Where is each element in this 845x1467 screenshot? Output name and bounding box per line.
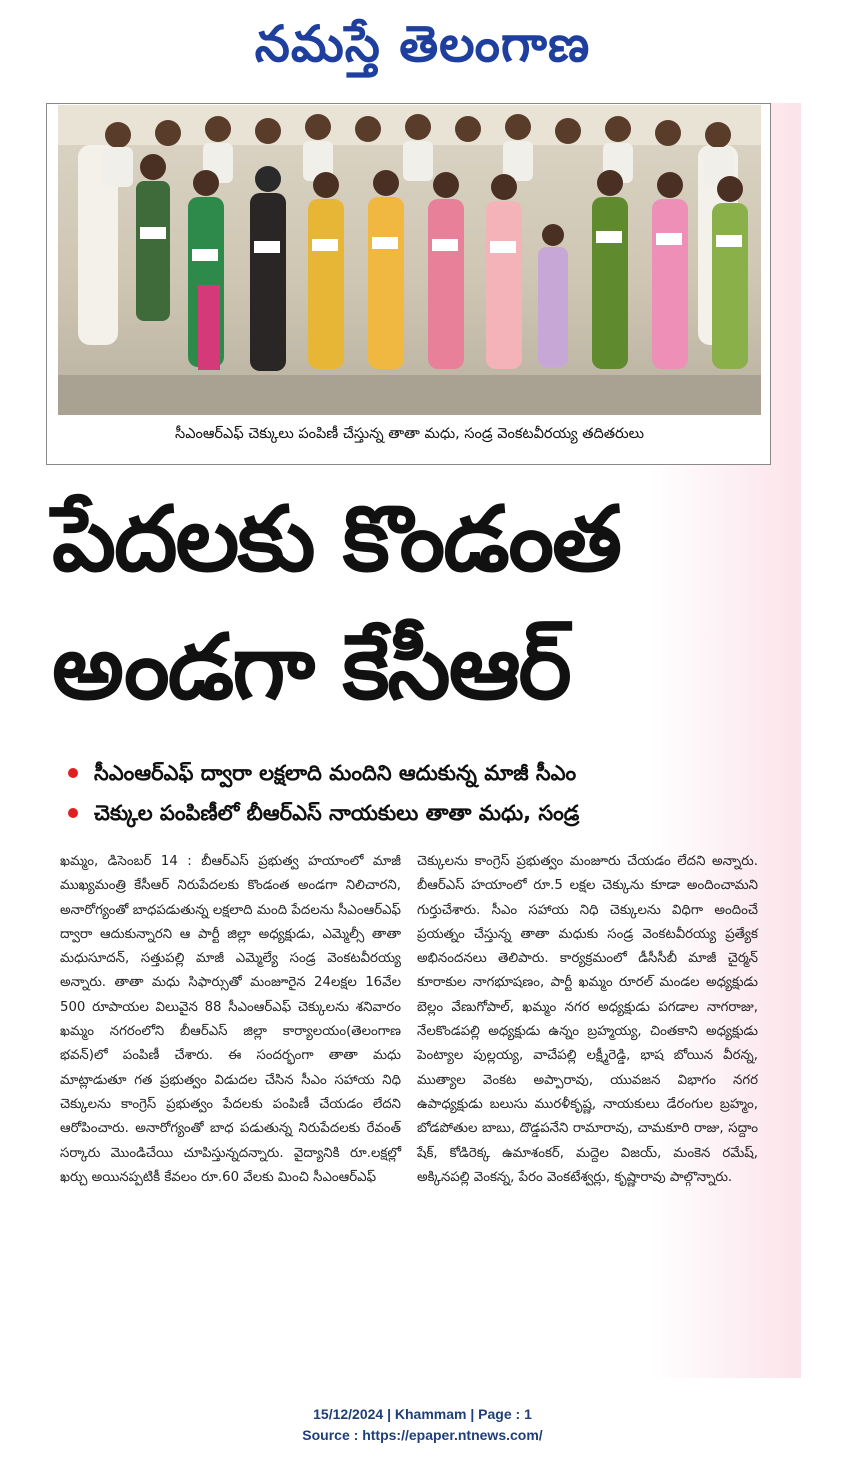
article-column-right: చెక్కులను కాంగ్రెస్ ప్రభుత్వం మంజూరు చేయడం లేదని అన్నారు. బీఆర్ఎస్ హయాంలో రూ.5 లక్షల చెక్కును కూడా అందించామని గుర్తుచేశారు. సీఎం సహాయ నిధి చెక్కులను విధిగా అందించే ప్రయత్నం చేస్తున్న తాతా మధుకు సండ్ర వెంకటవీరయ్య ప్రత్యేక అభినందనలు తెలిపారు. కార్యక్రమంలో డీసీసీబీ మాజీ చైర్మన్ కూరాకుల నాగభూషణం, పార్టీ ఖమ్మం రూరల్ మండల అధ్యక్షుడు బెల్లం వేణుగోపాల్, ఖమ్మం నగర అధ్యక్షుడు పగడాల నాగరాజు, నేలకొండపల్లి అధ్యక్షుడు ఉన్నం బ్రహ్మయ్య, చింతకాని అధ్యక్షుడు పెంట్యాల పుల్లయ్య, వాచేపల్లి లక్ష్మీరెడ్డి, భాష బోయిన వీరన్న, ముత్యాల వెంకట అప్పారావు, యువజన విభాగం నగర ఉపాధ్యక్షుడు బలుసు మురళీకృష్ణ, నాయకులు డేరంగుల బ్రహ్మం, బోడపోతుల బాబు, దొడ్డపనేని రామారావు, చామకూరి రాజు, సద్దాం షేక్, కోడిరెక్క ఉమాశంకర్, మద్దెల విజయ్, మంకెన రమేష్, అక్కినపల్లి వెంకన్న, పేరం వెంకటేశ్వర్లు, కృష్ణారావు పాల్గొన్నారు. xyxy=(417,854,758,1185)
highlight-item xyxy=(66,753,786,793)
headline-line-1: పేదలకు కొండంత xyxy=(52,487,621,592)
photo-frame xyxy=(46,103,771,465)
article-column-left: ఖమ్మం, డిసెంబర్ 14 : బీఆర్ఎస్ ప్రభుత్వ హయాంలో మాజీ ముఖ్యమంత్రి కేసీఆర్ నిరుపేదలకు కొండంత అండగా నిలిచారని, అనారోగ్యంతో బాధపడుతున్న లక్షలాది మంది పేదలను సీఎంఆర్ఎఫ్ ద్వారా ఆదుకున్నారని ఆ పార్టీ జిల్లా అధ్యక్షుడు, ఎమ్మెల్సీ తాతా మధుసూదన్, సత్తుపల్లి మాజీ ఎమ్మెల్యే సండ్ర వెంకటవీరయ్య అన్నారు. తాతా మధు సిఫార్సుతో మంజూరైన 24లక్షల 16వేల 500 రూపాయల విలువైన 88 సీఎంఆర్ఎఫ్ చెక్కులను శనివారం ఖమ్మం నగరంలోని బీఆర్ఎస్ జిల్లా కార్యాలయం(తెలంగాణ భవన్)లో పంపిణీ చేశారు. ఈ సందర్భంగా తాతా మధు మాట్లాడుతూ గత ప్రభుత్వం విడుదల చేసిన సీఎం సహాయ నిధి చెక్కులను కాంగ్రెస్ ప్రభుత్వం పేదలకు పంపిణీ చేయడం లేదని ఆరోపించారు. అనారోగ్యంతో బాధ పడుతున్న నిరుపేదలకు రేవంత్ సర్కారు మొండిచేయి చూపిస్తున్నదన్నారు. వైద్యానికి రూ.లక్షల్లో ఖర్చు అయినప్పటికీ కేవలం రూ.60 వేలకు మించి సీఎంఆర్ఎఫ్ xyxy=(60,854,401,1185)
headline-line-2: అండగా కేసీఆర్ xyxy=(52,615,570,720)
group-photo-illustration xyxy=(58,105,761,415)
bullet-dot-icon xyxy=(68,808,78,818)
page-footer xyxy=(0,1404,845,1446)
highlight-text: చెక్కుల పంపిణీలో బీఆర్ఎస్ నాయకులు తాతా మధు, సండ్ర xyxy=(94,801,580,825)
masthead xyxy=(0,4,845,84)
newspaper-logo: నమస్తే తెలంగాణ xyxy=(254,14,591,73)
highlights-list xyxy=(66,753,786,833)
group-photo xyxy=(58,105,761,415)
photo-caption: సీఎంఆర్ఎఫ్ చెక్కులు పంపిణీ చేస్తున్న తాతా మధు, సండ్ర వెంకటవీరయ్య తదితరులు xyxy=(175,426,644,442)
article-body xyxy=(60,850,760,1360)
article-page xyxy=(46,103,801,1378)
highlight-text: సీఎంఆర్ఎఫ్ ద్వారా లక్షలాది మందిని ఆదుకున్న మాజీ సీఎం xyxy=(94,761,577,785)
bullet-dot-icon xyxy=(68,768,78,778)
source-link[interactable]: Source : https://epaper.ntnews.com/ xyxy=(302,1427,543,1443)
highlight-item xyxy=(66,793,786,833)
edition-info: 15/12/2024 | Khammam | Page : 1 xyxy=(313,1406,532,1422)
